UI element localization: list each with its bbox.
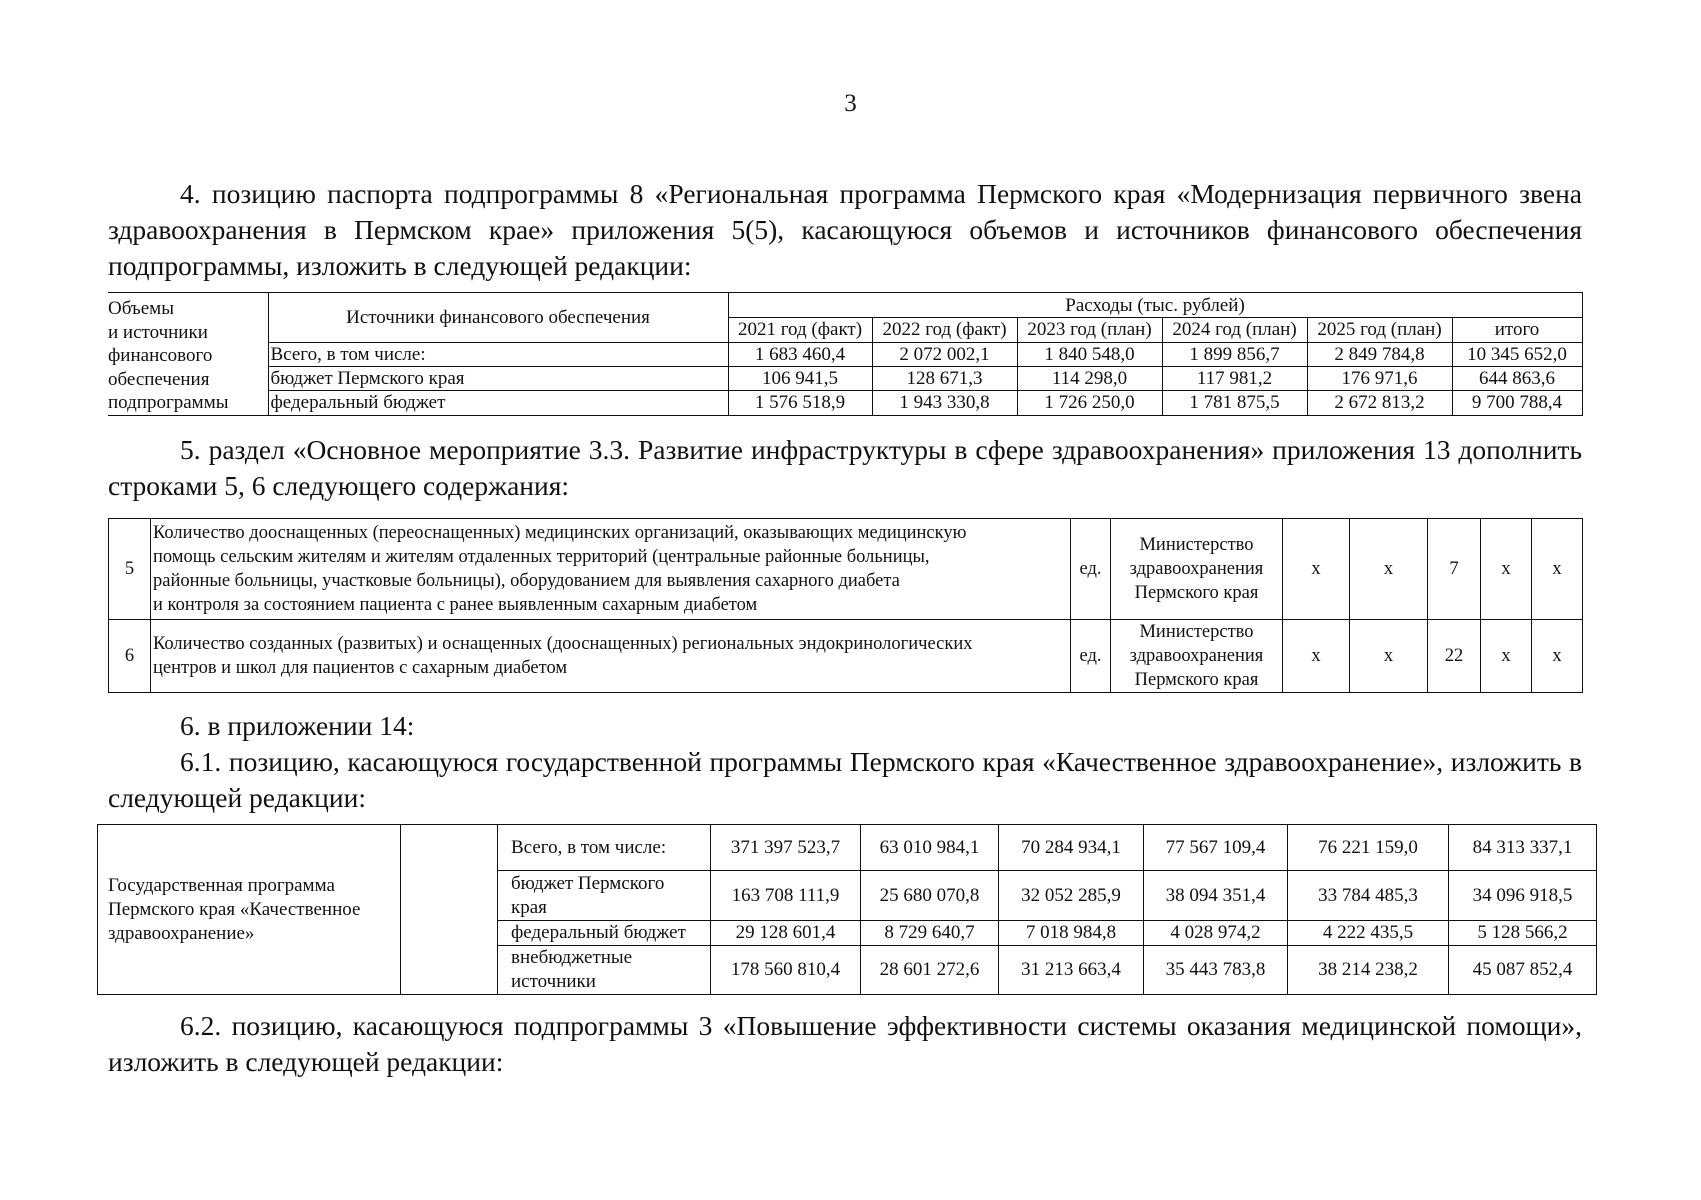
value-cell: х (1350, 620, 1428, 693)
value-cell: х (1481, 620, 1532, 693)
value-cell: х (1481, 519, 1532, 620)
row-number: 6 (109, 620, 151, 693)
responsible-line: здравоохранения (1129, 559, 1264, 579)
value-cell: 28 601 272,6 (861, 946, 999, 995)
responsible-line: здравоохранения (1129, 646, 1264, 666)
sources-header: Источники финансового обеспечения (268, 293, 728, 343)
unit-cell: ед. (1071, 519, 1111, 620)
source-cell (498, 946, 711, 995)
value-cell: 84 313 337,1 (1449, 825, 1597, 871)
financing-table (108, 292, 1583, 416)
value-cell: 31 213 663,4 (999, 946, 1144, 995)
total-header: итого (1452, 318, 1582, 342)
value-cell: х (1532, 620, 1583, 693)
program-name-cell (98, 825, 401, 995)
value-cell: 32 052 285,9 (999, 871, 1144, 921)
row-label-cell (108, 293, 268, 416)
program-name-line: Государственная программа (108, 874, 335, 896)
section-6-1-text: 6.1. позицию, касающуюся государственной программы Пермского края «Качественное здравоохранение», изложить в следующей редакции: (108, 746, 1582, 813)
value-cell: 35 443 783,8 (1144, 946, 1288, 995)
table-row (109, 519, 1583, 620)
value-cell: 2 072 002,1 (872, 342, 1017, 366)
source-cell (498, 825, 711, 871)
section-6-heading-text: 6. в приложении 14: (180, 710, 415, 741)
table-row (108, 391, 1582, 415)
value-cell: 8 729 640,7 (861, 921, 999, 946)
value-cell: 1 899 856,7 (1162, 342, 1307, 366)
responsible-line: Министерство (1139, 535, 1254, 555)
value-cell: 34 096 918,5 (1449, 871, 1597, 921)
year-header: 2023 год (план) (1017, 318, 1162, 342)
description-line: центров и школ для пациентов с сахарным диабетом (153, 658, 568, 678)
year-header: 2022 год (факт) (872, 318, 1017, 342)
responsible-cell (1111, 519, 1283, 620)
source-cell: федеральный бюджет (268, 391, 728, 415)
row-label-line: и источники (108, 321, 208, 343)
value-cell: х (1350, 519, 1428, 620)
program-name-line: здравоохранение» (108, 922, 255, 944)
value-cell: 7 018 984,8 (999, 921, 1144, 946)
value-cell: 163 708 111,9 (711, 871, 861, 921)
value-cell: 1 781 875,5 (1162, 391, 1307, 415)
value-cell: 25 680 070,8 (861, 871, 999, 921)
row-label-line: подпрограммы (108, 392, 229, 413)
row-label-line: обеспечения (108, 368, 210, 390)
table-row (108, 366, 1582, 390)
value-cell: 38 214 238,2 (1288, 946, 1449, 995)
source-cell: бюджет Пермского края (268, 366, 728, 390)
empty-cell (401, 825, 498, 995)
row-label-line: финансового (108, 345, 213, 366)
value-cell: 644 863,6 (1452, 366, 1582, 390)
indicator-description (151, 519, 1071, 620)
section-5-paragraph (108, 432, 1582, 504)
section-6-2-text: 6.2. позицию, касающуюся подпрограммы 3 «Повышение эффективности системы оказания медицинской помощи», изложить в следующей редакции: (108, 1010, 1582, 1077)
value-cell: 1 576 518,9 (728, 391, 872, 415)
year-header: 2024 год (план) (1162, 318, 1307, 342)
section-5-text: 5. раздел «Основное мероприятие 3.3. Развитие инфраструктуры в сфере здравоохранения» приложения 13 дополнить строками 5, 6 следующего содержания: (108, 434, 1582, 501)
value-cell: 70 284 934,1 (999, 825, 1144, 871)
indicator-description (151, 620, 1071, 693)
value-cell: 114 298,0 (1017, 366, 1162, 390)
indicators-table (108, 518, 1583, 693)
value-cell: 5 128 566,2 (1449, 921, 1597, 946)
source-line: бюджет Пермского (511, 872, 665, 894)
value-cell: 2 849 784,8 (1307, 342, 1452, 366)
row-number: 5 (109, 519, 151, 620)
value-cell: 76 221 159,0 (1288, 825, 1449, 871)
value-cell: 128 671,3 (872, 366, 1017, 390)
section-6-1-paragraph (108, 744, 1582, 816)
value-cell: 371 397 523,7 (711, 825, 861, 871)
program-table (97, 824, 1597, 995)
value-cell: 1 943 330,8 (872, 391, 1017, 415)
value-cell: 33 784 485,3 (1288, 871, 1449, 921)
responsible-line: Пермского края (1134, 583, 1259, 603)
source-line: федеральный бюджет (511, 922, 686, 943)
value-cell: х (1283, 519, 1350, 620)
expenses-header: Расходы (тыс. рублей) (728, 293, 1582, 318)
value-cell: 178 560 810,4 (711, 946, 861, 995)
section-4-paragraph (108, 176, 1582, 284)
table-row (109, 620, 1583, 693)
source-cell (498, 921, 711, 946)
value-cell: 117 981,2 (1162, 366, 1307, 390)
value-cell: 4 028 974,2 (1144, 921, 1288, 946)
value-cell: 38 094 351,4 (1144, 871, 1288, 921)
section-4-text: 4. позицию паспорта подпрограммы 8 «Региональная программа Пермского края «Модернизация первичного звена здравоохранения в Пермском крае» приложения 5(5), касающуюся объемов и источников финансового обеспечения подпрограммы, изложить в следующей редакции: (108, 178, 1582, 281)
program-name-line: Пермского края «Качественное (108, 898, 361, 920)
description-line: районные больницы, участковые больницы), оборудованием для выявления сахарного диабета (153, 571, 900, 591)
source-line: Всего, в том числе: (511, 836, 667, 858)
year-header: 2021 год (факт) (728, 318, 872, 342)
table-row (98, 825, 1597, 871)
value-cell: 1 683 460,4 (728, 342, 872, 366)
source-line: края (511, 896, 547, 918)
unit-cell: ед. (1071, 620, 1111, 693)
value-cell: 45 087 852,4 (1449, 946, 1597, 995)
source-line: внебюджетные (511, 947, 633, 968)
responsible-line: Министерство (1139, 622, 1254, 642)
table-row (108, 342, 1582, 366)
value-cell: 63 010 984,1 (861, 825, 999, 871)
source-cell: Всего, в том числе: (268, 342, 728, 366)
value-cell: 29 128 601,4 (711, 921, 861, 946)
source-line: источники (511, 971, 596, 992)
value-cell: 176 971,6 (1307, 366, 1452, 390)
value-cell: 1 840 548,0 (1017, 342, 1162, 366)
value-cell: 2 672 813,2 (1307, 391, 1452, 415)
section-6-2-paragraph (108, 1008, 1582, 1080)
value-cell: 106 941,5 (728, 366, 872, 390)
description-line: Количество созданных (развитых) и оснащенных (дооснащенных) региональных эндокринологических (153, 634, 973, 654)
section-6-heading (108, 708, 1582, 744)
description-line: помощь сельским жителям и жителям отдаленных территорий (центральные районные больницы, (153, 547, 930, 567)
value-cell: х (1283, 620, 1350, 693)
value-cell: 22 (1428, 620, 1481, 693)
value-cell: 7 (1428, 519, 1481, 620)
description-line: и контроля за состоянием пациента с ранее выявленным сахарным диабетом (153, 595, 758, 615)
value-cell: 10 345 652,0 (1452, 342, 1582, 366)
source-cell (498, 871, 711, 921)
page-number: 3 (844, 90, 857, 117)
value-cell: 1 726 250,0 (1017, 391, 1162, 415)
value-cell: 9 700 788,4 (1452, 391, 1582, 415)
row-label-line: Объемы (108, 298, 174, 319)
value-cell: 77 567 109,4 (1144, 825, 1288, 871)
value-cell: х (1532, 519, 1583, 620)
description-line: Количество дооснащенных (переоснащенных) медицинских организаций, оказывающих медицинскую (153, 523, 967, 543)
responsible-line: Пермского края (1134, 670, 1259, 690)
responsible-cell (1111, 620, 1283, 693)
value-cell: 4 222 435,5 (1288, 921, 1449, 946)
year-header: 2025 год (план) (1307, 318, 1452, 342)
